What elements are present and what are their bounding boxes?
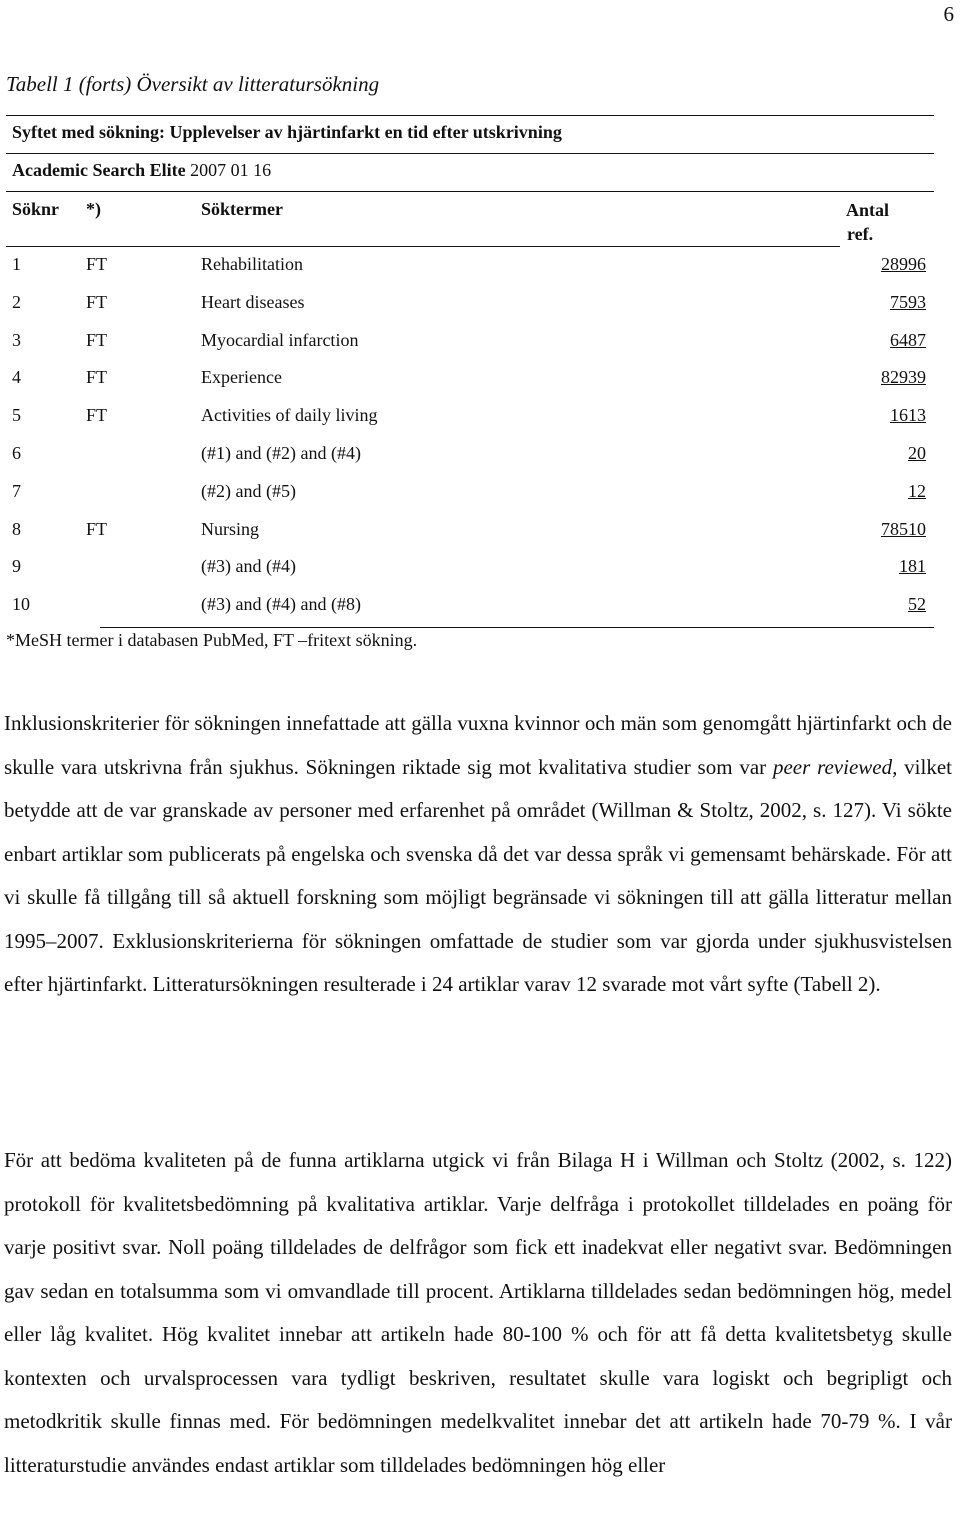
row-count: 78510 <box>881 518 926 539</box>
table-bottom-rule <box>100 627 934 628</box>
search-purpose: Syftet med sökning: Upplevelser av hjärtinfarkt en tid efter utskrivning <box>12 122 562 142</box>
row-term: (#3) and (#4) <box>201 556 296 577</box>
table-caption: Tabell 1 (forts) Översikt av litteratursökning <box>6 72 380 96</box>
row-nr: 1 <box>12 254 21 274</box>
row-count: 28996 <box>881 254 926 274</box>
row-count: 12 <box>908 480 926 501</box>
table-footnote: *MeSH termer i databasen PubMed, FT –fritext sökning. <box>6 630 418 650</box>
row-count: 6487 <box>890 329 926 350</box>
row-count: 181 <box>899 556 926 577</box>
table-rule <box>6 191 934 192</box>
row-nr: 3 <box>12 329 21 350</box>
database-line <box>12 160 271 181</box>
row-nr: 4 <box>12 367 21 388</box>
header-terms: Söktermer <box>201 199 283 219</box>
header-type: *) <box>86 199 101 219</box>
row-type: FT <box>86 367 108 388</box>
row-nr: 5 <box>12 405 21 426</box>
row-term: (#2) and (#5) <box>201 480 296 501</box>
page-number: 6 <box>943 2 954 26</box>
row-type: FT <box>86 518 108 539</box>
row-term: Myocardial infarction <box>201 329 359 350</box>
header-nr: Söknr <box>12 199 60 219</box>
table-header-rule <box>6 246 840 247</box>
row-count: 20 <box>908 443 926 463</box>
table-rule <box>6 153 934 154</box>
database-name: Academic Search Elite <box>12 160 186 180</box>
row-nr: 10 <box>12 594 30 615</box>
row-type: FT <box>86 254 108 274</box>
row-term: Rehabilitation <box>201 254 303 274</box>
paragraph-text: vilket betydde att de var granskade av personer med erfarenhet på området (Willman & Stoltz, 2002, s. 127). Vi sökte enbart artiklar som publicerats på engelska och svenska då det var dessa språk vi gemensamt behärskade. För att vi skulle få tillgång till så aktuell forskning som möjligt begränsade vi sökningen till att gälla litteratur mellan 1995–2007. Exklusionskriterierna för sökningen omfattade de studier som var gjorda under sjukhusvistelsen efter hjärtinfarkt. Litteratursökningen resulterade i 24 artiklar varav 12 svarade mot vårt syfte (Tabell 2). <box>4 754 952 996</box>
row-term: Experience <box>201 367 282 388</box>
row-term: (#3) and (#4) and (#8) <box>201 594 361 615</box>
row-nr: 8 <box>12 518 21 539</box>
emphasis-text: peer reviewed, <box>772 754 898 779</box>
row-type: FT <box>86 405 108 426</box>
paragraph-quality-assessment: För att bedöma kvaliteten på de funna artiklarna utgick vi från Bilaga H i Willman och Stoltz (2002, s. 122) protokoll för kvalitetsbedömning på kvalitativa artiklar. Varje delfråga i protokollet tilldelades en poäng för varje positivt svar. Noll poäng tilldelades de delfrågor som fick ett inadekvat eller negativt svar. Bedömningen gav sedan en totalsumma som vi omvandlade till procent. Artiklarna tilldelades sedan bedömningen hög, medel eller låg kvalitet. Hög kvalitet innebar att artikeln hade 80-100 % och för att få detta kvalitetsbetyg skulle kontexten och urvalsprocessen vara tydligt beskriven, resultatet skulle vara logiskt och begripligt och metodkritik skulle finnas med. För bedömningen medelkvalitet innebar det att artikeln hade 70-79 %. I vår litteraturstudie användes endast artiklar som tilldelades bedömningen hög eller <box>4 1148 952 1477</box>
row-type: FT <box>86 329 108 350</box>
paragraph-text: Inklusionskriterier för sökningen innefattade att gälla vuxna kvinnor och män som genomgått hjärtinfarkt och de skulle vara utskrivna från sjukhus. Sökningen riktade sig mot kvalitativa studier som var <box>4 711 952 779</box>
table-top-rule <box>6 115 934 116</box>
header-count-line2: ref. <box>847 224 874 244</box>
row-term: Heart diseases <box>201 291 305 312</box>
search-date: 2007 01 16 <box>190 160 272 180</box>
row-nr: 9 <box>12 556 21 577</box>
row-term: Nursing <box>201 518 259 539</box>
row-term: Activities of daily living <box>201 405 378 426</box>
paragraph-inclusion-criteria <box>4 702 952 1007</box>
header-count <box>846 198 889 246</box>
row-type: FT <box>86 291 108 312</box>
row-count: 82939 <box>881 367 926 388</box>
row-count: 52 <box>908 594 926 615</box>
row-nr: 7 <box>12 480 21 501</box>
row-term: (#1) and (#2) and (#4) <box>201 443 361 463</box>
row-nr: 6 <box>12 443 21 463</box>
header-count-line1: Antal <box>846 200 890 220</box>
row-count: 7593 <box>890 291 926 312</box>
row-count: 1613 <box>890 405 926 426</box>
row-nr: 2 <box>12 291 21 312</box>
